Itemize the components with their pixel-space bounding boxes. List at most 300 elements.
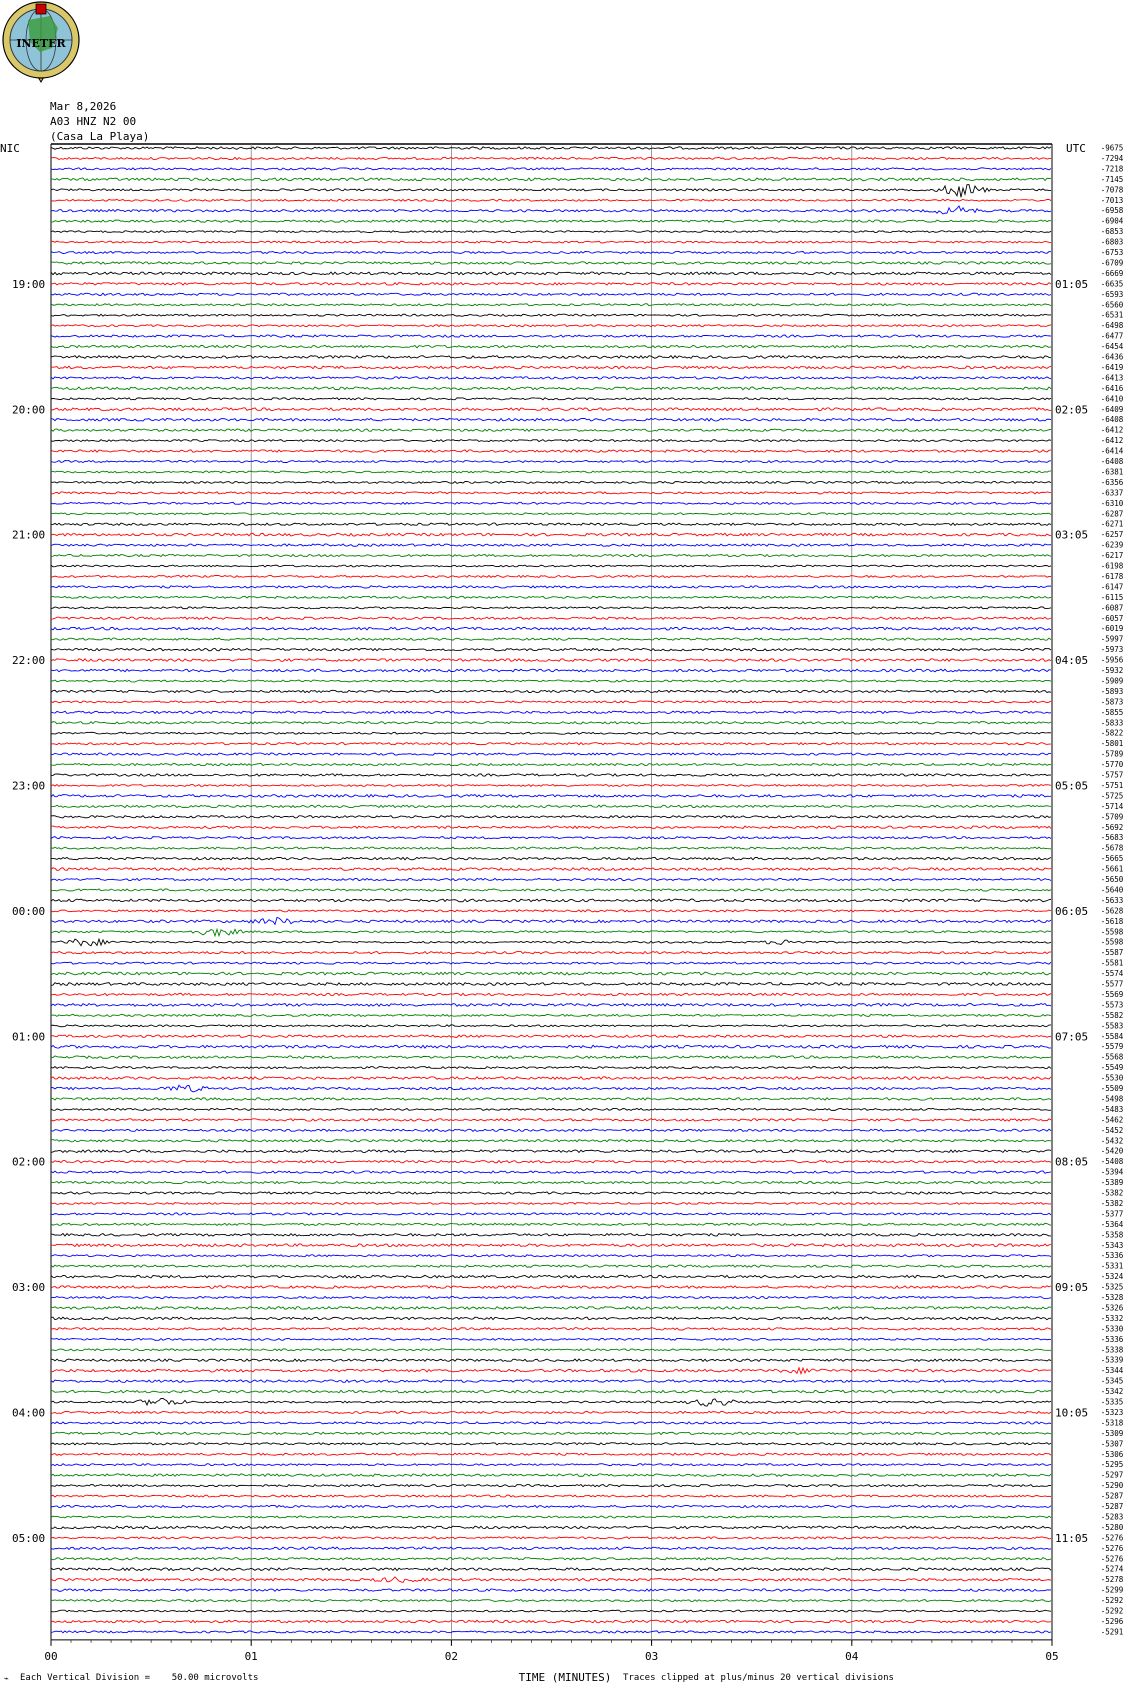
trace-offset-label: -5574: [1100, 969, 1124, 979]
trace-row: [51, 962, 1051, 964]
trace-offset-label: -5276: [1100, 1543, 1124, 1553]
trace-offset-label: -5287: [1100, 1502, 1124, 1511]
trace-offset-label: -5598: [1100, 927, 1124, 937]
trace-offset-label: -5394: [1100, 1167, 1124, 1177]
trace-row: [51, 345, 1051, 348]
trace-offset-label: -5382: [1100, 1198, 1124, 1208]
trace-row: [51, 1568, 1051, 1571]
trace-row: [51, 1085, 1051, 1092]
trace-offset-label: -9675: [1100, 143, 1124, 153]
trace-row: [51, 878, 1051, 880]
trace-offset-label: -6408: [1100, 415, 1124, 425]
trace-row: [51, 939, 1051, 946]
trace-row: [51, 356, 1051, 359]
trace-offset-label: -5292: [1100, 1596, 1124, 1606]
trace-offset-label: -6409: [1100, 404, 1124, 414]
left-hour-label: 05:00: [12, 1531, 46, 1545]
trace-row: [51, 1140, 1051, 1142]
trace-offset-label: -6217: [1100, 551, 1124, 561]
trace-row: [51, 607, 1051, 609]
trace-offset-label: -5274: [1100, 1564, 1124, 1574]
trace-row: [51, 1526, 1051, 1529]
trace-row: [51, 596, 1051, 598]
trace-offset-label: -5276: [1100, 1533, 1124, 1543]
trace-row: [51, 732, 1051, 734]
trace-row: [51, 1244, 1051, 1247]
trace-offset-label: -5358: [1100, 1230, 1124, 1240]
trace-offset-label: -5579: [1100, 1042, 1124, 1052]
trace-row: [51, 586, 1051, 588]
trace-row: [51, 1432, 1051, 1434]
trace-offset-label: -5598: [1100, 937, 1124, 947]
right-hour-label: 05:05: [1055, 779, 1089, 793]
trace-offset-label: -5789: [1100, 749, 1124, 759]
right-hour-label: 04:05: [1055, 654, 1089, 668]
trace-offset-label: -5683: [1100, 833, 1124, 843]
trace-row: [51, 1620, 1051, 1622]
trace-offset-label: -5751: [1100, 780, 1124, 790]
trace-row: [51, 680, 1051, 682]
logo-text: INETER: [16, 37, 66, 50]
x-tick-label: 01: [244, 1649, 258, 1663]
trace-row: [51, 1485, 1051, 1487]
trace-row: [51, 1171, 1051, 1173]
trace-offset-label: -5278: [1100, 1575, 1124, 1585]
trace-offset-label: -5661: [1100, 864, 1124, 874]
left-hour-label: 03:00: [12, 1281, 46, 1295]
trace-offset-label: -5336: [1100, 1251, 1124, 1261]
trace-row: [51, 763, 1051, 765]
trace-offset-label: -5287: [1100, 1491, 1124, 1501]
trace-offset-label: -6709: [1100, 258, 1124, 268]
trace-row: [51, 1265, 1051, 1267]
trace-row: [51, 1349, 1051, 1351]
trace-row: [51, 1077, 1051, 1080]
trace-row: [51, 272, 1051, 275]
trace-offset-label: -6454: [1100, 342, 1124, 352]
trace-offset-label: -5530: [1100, 1073, 1124, 1083]
trace-row: [51, 1119, 1051, 1121]
trace-offset-label: -5801: [1100, 739, 1124, 749]
trace-offset-label: -6958: [1100, 206, 1124, 216]
trace-row: [51, 1025, 1051, 1027]
trace-offset-label: -5665: [1100, 854, 1124, 864]
trace-offset-label: -5582: [1100, 1010, 1124, 1020]
trace-row: [51, 753, 1051, 755]
trace-offset-label: -5714: [1100, 801, 1124, 811]
trace-row: [51, 220, 1051, 222]
trace-offset-label: -6853: [1100, 227, 1124, 237]
trace-row: [51, 147, 1051, 149]
right-zone-label: UTC: [1066, 142, 1086, 155]
trace-offset-label: -5280: [1100, 1522, 1124, 1532]
trace-row: [51, 795, 1051, 798]
trace-offset-label: -5377: [1100, 1209, 1124, 1219]
trace-offset-label: -5855: [1100, 707, 1124, 717]
trace-offset-label: -5932: [1100, 666, 1124, 675]
trace-row: [51, 1150, 1051, 1153]
trace-row: [51, 429, 1051, 431]
trace-offset-label: -5452: [1100, 1125, 1124, 1135]
right-hour-label: 06:05: [1055, 904, 1089, 918]
trace-offset-label: -5332: [1100, 1313, 1124, 1323]
trace-offset-label: -6239: [1100, 540, 1124, 550]
trace-row: [51, 1234, 1051, 1237]
trace-offset-label: -6087: [1100, 603, 1124, 613]
trace-row: [51, 565, 1051, 567]
trace-offset-label: -6412: [1100, 436, 1124, 446]
trace-row: [51, 1474, 1051, 1477]
trace-offset-label: -5324: [1100, 1272, 1124, 1282]
trace-row: [51, 1181, 1051, 1183]
trace-offset-label: -5709: [1100, 812, 1124, 822]
trace-row: [51, 1380, 1051, 1383]
trace-offset-label: -5344: [1100, 1366, 1124, 1376]
trace-row: [51, 440, 1051, 442]
trace-row: [51, 889, 1051, 891]
trace-offset-label: -6410: [1100, 394, 1124, 404]
trace-row: [51, 314, 1051, 316]
trace-offset-label: -7218: [1100, 164, 1124, 174]
trace-row: [51, 377, 1051, 379]
trace-offset-label: -6419: [1100, 362, 1124, 372]
trace-offset-label: -6413: [1100, 373, 1124, 383]
trace-row: [51, 701, 1051, 703]
trace-row: [51, 1422, 1051, 1424]
trace-offset-label: -5650: [1100, 875, 1124, 884]
left-hour-label: 01:00: [12, 1030, 46, 1044]
trace-row: [51, 325, 1051, 327]
trace-offset-label: -5692: [1100, 822, 1124, 832]
trace-row: [51, 398, 1051, 400]
trace-offset-label: -5420: [1100, 1146, 1124, 1156]
trace-row: [51, 1004, 1051, 1007]
trace-offset-label: -6408: [1100, 457, 1124, 466]
trace-offset-label: -5291: [1100, 1627, 1124, 1637]
trace-offset-label: -5364: [1100, 1219, 1124, 1229]
trace-row: [51, 743, 1051, 745]
trace-row: [51, 387, 1051, 390]
trace-offset-label: -5342: [1100, 1387, 1124, 1397]
trace-offset-label: -5770: [1100, 760, 1124, 770]
trace-row: [51, 1359, 1051, 1361]
trace-offset-label: -5307: [1100, 1439, 1124, 1449]
trace-row: [51, 1610, 1051, 1612]
trace-row: [51, 638, 1051, 640]
x-tick-label: 05: [1045, 1649, 1059, 1663]
trace-offset-label: -5568: [1100, 1052, 1124, 1062]
trace-offset-label: -5587: [1100, 948, 1124, 958]
trace-row: [51, 178, 1051, 181]
right-hour-label: 11:05: [1055, 1531, 1089, 1545]
trace-offset-label: -5330: [1100, 1324, 1124, 1334]
left-hour-label: 20:00: [12, 403, 46, 417]
x-tick-label: 03: [644, 1649, 659, 1663]
trace-offset-label: -7013: [1100, 195, 1124, 205]
trace-row: [51, 1108, 1051, 1110]
trace-offset-label: -6337: [1100, 488, 1124, 498]
trace-offset-label: -5893: [1100, 686, 1124, 696]
right-hour-label: 07:05: [1055, 1030, 1089, 1044]
trace-offset-label: -6414: [1100, 446, 1124, 456]
trace-offset-label: -5408: [1100, 1157, 1124, 1167]
trace-row: [51, 1558, 1051, 1560]
trace-offset-label: -5584: [1100, 1031, 1124, 1041]
trace-row: [51, 951, 1051, 953]
trace-row: [51, 460, 1051, 462]
trace-row: [51, 554, 1051, 556]
trace-offset-label: -6178: [1100, 571, 1124, 581]
trace-row: [51, 1411, 1051, 1413]
trace-row: [51, 199, 1051, 201]
trace-offset-label: -6560: [1100, 300, 1124, 310]
trace-row: [51, 492, 1051, 494]
trace-row: [51, 185, 1051, 198]
left-hour-label: 21:00: [12, 528, 46, 542]
trace-row: [51, 648, 1051, 650]
trace-offset-label: -5909: [1100, 676, 1124, 686]
trace-row: [51, 1192, 1051, 1194]
trace-row: [51, 659, 1051, 662]
trace-row: [51, 1056, 1051, 1058]
x-tick-label: 04: [845, 1649, 859, 1663]
trace-row: [51, 983, 1051, 986]
trace-offset-label: -5328: [1100, 1293, 1124, 1302]
trace-offset-label: -5581: [1100, 958, 1124, 968]
trace-offset-label: -6019: [1100, 624, 1124, 634]
trace-row: [51, 1045, 1051, 1048]
trace-row: [51, 972, 1051, 975]
trace-row: [51, 1296, 1051, 1298]
trace-row: [51, 826, 1051, 828]
trace-row: [51, 899, 1051, 902]
trace-offset-label: -5997: [1100, 634, 1124, 644]
trace-row: [51, 1223, 1051, 1225]
trace-offset-label: -6147: [1100, 582, 1124, 592]
trace-row: [51, 929, 1051, 936]
trace-row: [51, 304, 1051, 306]
trace-row: [51, 1014, 1051, 1016]
trace-offset-label: -5640: [1100, 885, 1124, 895]
trace-row: [51, 251, 1051, 253]
trace-row: [51, 857, 1051, 859]
trace-offset-label: -5633: [1100, 895, 1124, 905]
trace-offset-label: -5678: [1100, 843, 1124, 853]
trace-row: [51, 774, 1051, 776]
trace-offset-label: -5306: [1100, 1449, 1124, 1459]
trace-offset-label: -5382: [1100, 1188, 1124, 1198]
trace-row: [51, 544, 1051, 546]
trace-offset-label: -6356: [1100, 477, 1124, 487]
trace-offset-label: -6310: [1100, 498, 1124, 508]
trace-row: [51, 1631, 1051, 1633]
trace-offset-label: -5276: [1100, 1554, 1124, 1564]
trace-row: [51, 917, 1051, 924]
trace-row: [51, 1067, 1051, 1069]
trace-row: [51, 1443, 1051, 1445]
trace-offset-label: -5833: [1100, 718, 1124, 728]
trace-row: [51, 262, 1051, 264]
trace-offset-label: -5297: [1100, 1470, 1124, 1480]
trace-row: [51, 1516, 1051, 1518]
minute-gridlines: [51, 144, 1052, 1640]
trace-offset-label: -6057: [1100, 613, 1124, 623]
trace-offset-label: -5583: [1100, 1021, 1124, 1031]
trace-row: [51, 1129, 1051, 1131]
trace-offset-label: -5309: [1100, 1428, 1124, 1438]
trace-row: [51, 1390, 1051, 1393]
trace-offset-label: -6381: [1100, 467, 1124, 477]
trace-offset-label: -6635: [1100, 279, 1124, 289]
trace-row: [51, 1505, 1051, 1507]
trace-offset-label: -5318: [1100, 1418, 1124, 1428]
trace-row: [51, 513, 1051, 515]
trace-offset-label: -5335: [1100, 1397, 1124, 1407]
trace-offset-label: -5292: [1100, 1606, 1124, 1616]
trace-offset-label: -5573: [1100, 1000, 1124, 1010]
right-hour-label: 01:05: [1055, 277, 1089, 291]
channel-id: A03 HNZ N2 00: [50, 115, 137, 128]
trace-offset-label: -5290: [1100, 1481, 1124, 1491]
trace-offset-label: -6287: [1100, 509, 1124, 519]
trace-offset-label: -5549: [1100, 1063, 1124, 1073]
trace-row: [51, 1160, 1051, 1162]
trace-offset-label: -5299: [1100, 1585, 1124, 1595]
trace-row: [51, 283, 1051, 285]
trace-row: [51, 1453, 1051, 1455]
x-tick-label: 02: [444, 1649, 459, 1663]
trace-offset-label: -5336: [1100, 1334, 1124, 1344]
trace-offset-label: -7294: [1100, 153, 1124, 163]
trace-offset-label: -5509: [1100, 1084, 1124, 1093]
trace-offset-label: -5873: [1100, 697, 1124, 707]
trace-offset-label: -5618: [1100, 916, 1124, 926]
trace-row: [51, 523, 1051, 525]
trace-row: [51, 617, 1051, 619]
trace-offset-label: -5283: [1100, 1512, 1124, 1522]
x-tick-label: 00: [44, 1649, 58, 1663]
trace-row: [51, 1203, 1051, 1205]
right-hour-label: 10:05: [1055, 1406, 1089, 1420]
trace-row: [51, 805, 1051, 807]
trace-row: [51, 408, 1051, 411]
trace-offset-label: -6753: [1100, 248, 1124, 257]
trace-offset-label: -6803: [1100, 237, 1124, 247]
left-hour-label: 22:00: [12, 654, 46, 668]
trace-offset-label: -5725: [1100, 791, 1124, 801]
trace-row: [51, 1317, 1051, 1320]
trace-offset-label: -6498: [1100, 321, 1124, 331]
trace-row: [51, 1275, 1051, 1278]
trace-row: [51, 627, 1051, 630]
trace-row: [51, 1577, 1051, 1583]
trace-row: [51, 1589, 1051, 1591]
trace-row: [51, 231, 1051, 233]
trace-offset-label: -6904: [1100, 216, 1124, 226]
trace-row: [51, 1547, 1051, 1549]
trace-offset-label: -5628: [1100, 906, 1124, 916]
trace-offset-label: -5338: [1100, 1345, 1124, 1355]
left-hour-label: 23:00: [12, 779, 46, 793]
trace-row: [51, 1338, 1051, 1340]
trace-offset-label: -6115: [1100, 592, 1124, 602]
trace-offset-label: -5462: [1100, 1115, 1124, 1125]
trace-offset-label: -6531: [1100, 310, 1124, 320]
trace-row: [51, 1255, 1051, 1257]
trace-offset-label: -7078: [1100, 185, 1124, 195]
trace-row: [51, 816, 1051, 818]
trace-row: [51, 157, 1051, 159]
trace-row: [51, 847, 1051, 849]
trace-offset-label: -6477: [1100, 331, 1124, 341]
trace-row: [51, 868, 1051, 871]
trace-row: [51, 1464, 1051, 1466]
trace-offset-label: -6271: [1100, 519, 1124, 529]
left-hour-label: 04:00: [12, 1406, 46, 1420]
left-hour-label: 00:00: [12, 904, 46, 918]
right-hour-label: 02:05: [1055, 403, 1089, 417]
trace-offset-label: -5339: [1100, 1355, 1124, 1365]
trace-offset-label: -5331: [1100, 1261, 1124, 1271]
trace-row: [51, 366, 1051, 369]
right-hour-label: 09:05: [1055, 1281, 1089, 1295]
trace-offset-label: -6669: [1100, 268, 1124, 278]
trace-row: [51, 450, 1051, 452]
trace-offset-label: -5323: [1100, 1407, 1124, 1417]
trace-offset-label: -5498: [1100, 1094, 1124, 1104]
trace-offset-label: -5296: [1100, 1616, 1124, 1626]
station-name: (Casa La Playa): [50, 130, 150, 143]
trace-row: [51, 1307, 1051, 1310]
trace-offset-label: -6257: [1100, 530, 1124, 540]
trace-row: [51, 533, 1051, 536]
trace-row: [51, 690, 1051, 692]
trace-offset-label: -6416: [1100, 383, 1124, 393]
seismic-traces: [51, 147, 1051, 1633]
trace-offset-label: -5345: [1100, 1376, 1124, 1386]
trace-offset-label: -5389: [1100, 1178, 1124, 1188]
trace-offset-label: -5343: [1100, 1240, 1124, 1250]
trace-row: [51, 711, 1051, 713]
plot-date: Mar 8,2026: [50, 100, 117, 113]
trace-offset-label: -6412: [1100, 425, 1124, 435]
trace-row: [51, 1398, 1051, 1406]
trace-row: [51, 502, 1051, 504]
trace-offset-label: -5956: [1100, 655, 1124, 665]
trace-row: [51, 241, 1051, 243]
trace-row: [51, 837, 1051, 839]
trace-row: [51, 418, 1051, 421]
trace-offset-label: -5432: [1100, 1136, 1124, 1146]
scale-marker-icon: ⌁: [4, 1674, 9, 1683]
trace-row: [51, 669, 1051, 672]
trace-row: [51, 1035, 1051, 1037]
trace-row: [51, 1213, 1051, 1215]
trace-row: [51, 1098, 1051, 1100]
x-axis-title: TIME (MINUTES): [518, 1671, 612, 1684]
trace-offset-label: -5822: [1100, 728, 1124, 738]
trace-row: [51, 481, 1051, 483]
trace-row: [51, 1600, 1051, 1602]
trace-row: [51, 910, 1051, 912]
left-hour-label: 19:00: [12, 277, 46, 291]
right-hour-label: 03:05: [1055, 528, 1089, 542]
trace-row: [51, 168, 1051, 170]
trace-row: [51, 206, 1051, 214]
trace-offset-label: -7145: [1100, 174, 1124, 184]
left-zone-label: NIC: [0, 142, 20, 155]
scale-note: Each Vertical Division = 50.00 microvolts: [20, 1673, 259, 1683]
